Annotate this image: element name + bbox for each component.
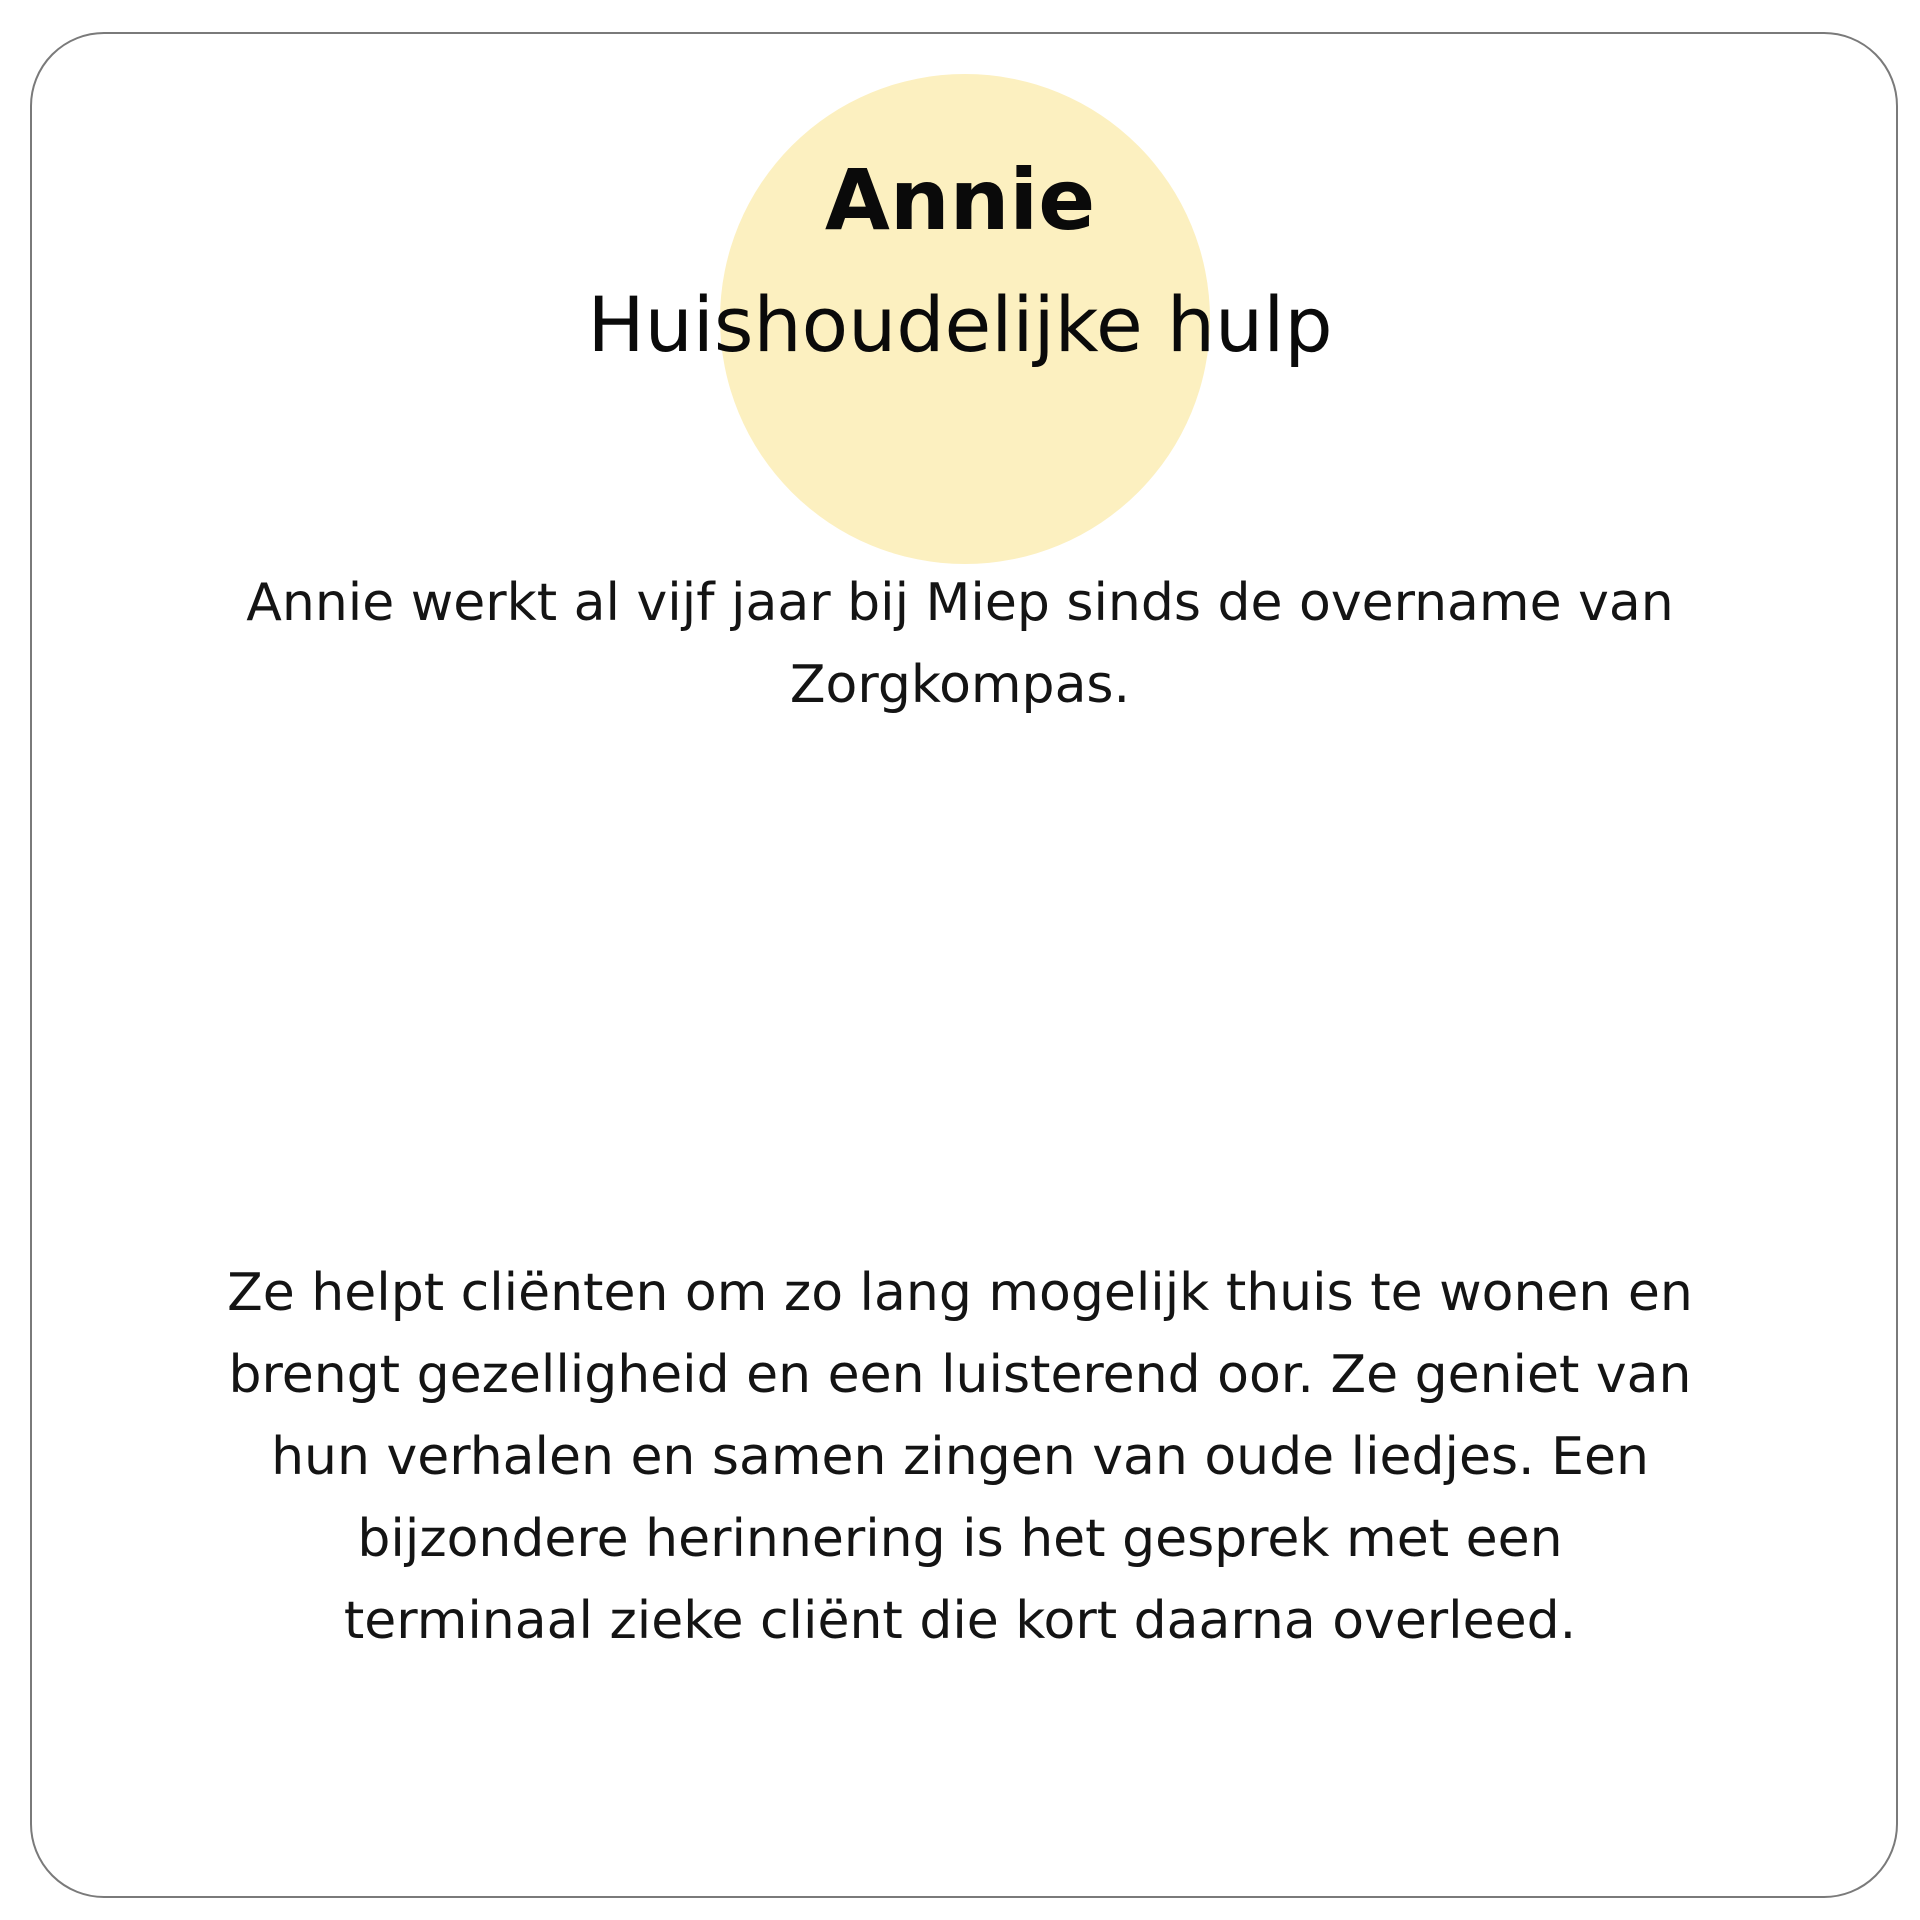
- story-line: hun verhalen en samen zingen van oude liedjes. Een: [271, 1427, 1649, 1487]
- story-line: Ze helpt cliënten om zo lang mogelijk thuis te wonen en: [227, 1263, 1693, 1323]
- intro-line: Annie werkt al vijf jaar bij Miep sinds de overname van: [246, 573, 1674, 633]
- intro-line: Zorgkompas.: [789, 655, 1131, 715]
- profile-role: Huishoudelijke hulp: [587, 280, 1333, 369]
- story-line: bijzondere herinnering is het gesprek met een: [357, 1509, 1563, 1569]
- intro-paragraph: [190, 562, 1730, 726]
- story-paragraph: [185, 1252, 1735, 1662]
- story-line: terminaal zieke cliënt die kort daarna overleed.: [343, 1591, 1577, 1651]
- profile-name: Annie: [824, 151, 1096, 249]
- story-line: brengt gezelligheid en een luisterend oor. Ze geniet van: [228, 1345, 1692, 1405]
